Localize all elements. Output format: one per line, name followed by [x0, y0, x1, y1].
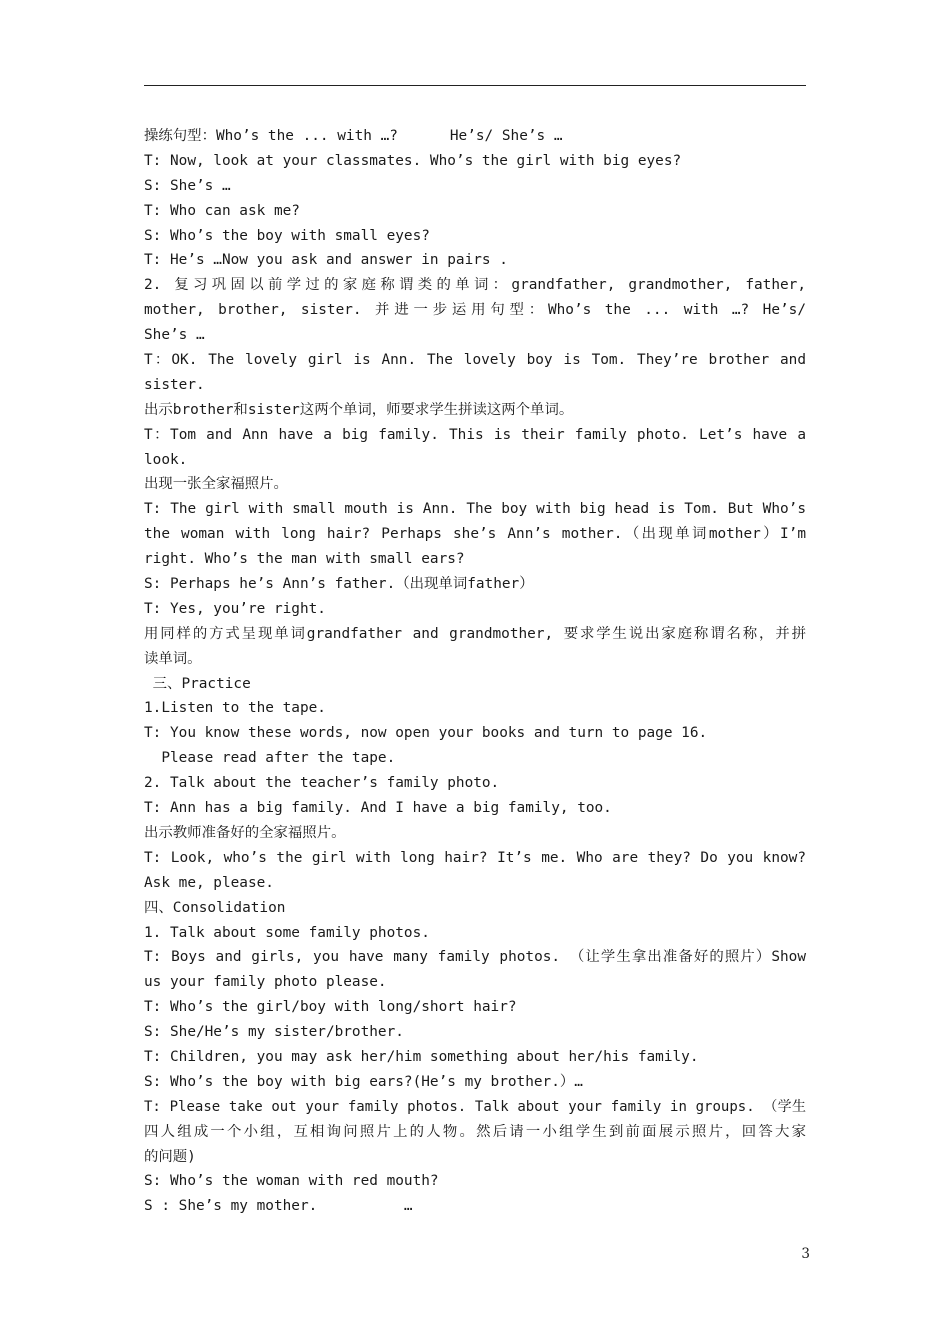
- text-line: 1. Talk about some family photos.: [144, 924, 430, 941]
- text-line: T: Boys and girls, you have many family photos. （让学生拿出准备好的照片）Show: [144, 949, 806, 966]
- text-line: T: Please take out your family photos. Talk about your family in groups. （学生: [144, 1098, 806, 1115]
- text-line: us your family photo please.: [144, 974, 387, 991]
- text-line: T: Now, look at your classmates. Who’s the girl with big eyes?: [144, 152, 682, 169]
- text-line: 出现一张全家福照片。: [144, 476, 288, 493]
- text-line: 出示教师准备好的全家福照片。: [144, 824, 346, 841]
- text-line: the woman with long hair? Perhaps she’s Ann’s mother.（出现单词mother）I’m: [144, 526, 806, 543]
- text-line: mother, brother, sister. 并进一步运用句型：Who’s the ... with …? He’s/: [144, 302, 806, 319]
- text-line: 的问题): [144, 1148, 196, 1165]
- text-line: T: You know these words, now open your books and turn to page 16.: [144, 725, 708, 742]
- text-line: 2. Talk about the teacher’s family photo.: [144, 775, 500, 792]
- text-line: S: Perhaps he’s Ann’s father.（出现单词father）: [144, 576, 534, 593]
- text-line: 1.Listen to the tape.: [144, 700, 326, 717]
- text-line: T：Tom and Ann have a big family. This is their family photo. Let’s have a: [144, 426, 806, 443]
- text-line: T: Who’s the girl/boy with long/short hair?: [144, 999, 517, 1016]
- text-line: Ask me, please.: [144, 874, 274, 891]
- document-body: [144, 124, 806, 1219]
- text-line: T：OK. The lovely girl is Ann. The lovely boy is Tom. They’re brother and: [144, 352, 806, 369]
- section-heading: 三、Practice: [144, 675, 251, 692]
- text-line: T: Ann has a big family. And I have a big family, too.: [144, 800, 612, 817]
- text-line: sister.: [144, 376, 205, 393]
- text-line: 操练句型：Who’s the ... with …? He’s/ She’s …: [144, 128, 563, 144]
- text-line: T: The girl with small mouth is Ann. The boy with big head is Tom. But Who’s: [144, 501, 806, 518]
- page-number: 3: [801, 1246, 810, 1262]
- text-line: T: Look, who’s the girl with long hair? It’s me. Who are they? Do you know?: [144, 849, 806, 866]
- text-line: T: Who can ask me?: [144, 202, 300, 219]
- text-line: look.: [144, 451, 188, 468]
- text-line: 2. 复习巩固以前学过的家庭称谓类的单词：grandfather, grandmother, father,: [144, 277, 806, 294]
- text-line: 用同样的方式呈现单词grandfather and grandmother, 要求学生说出家庭称谓名称，并拼: [144, 625, 806, 642]
- header-rule: [144, 85, 806, 86]
- text-line: Please read after the tape.: [144, 750, 396, 767]
- text-line: 出示brother和sister这两个单词，师要求学生拼读这两个单词。: [144, 401, 574, 418]
- section-heading: 四、Consolidation: [144, 899, 286, 916]
- text-line: T: He’s …Now you ask and answer in pairs .: [144, 252, 508, 269]
- text-line: 四人组成一个小组，互相询问照片上的人物。然后请一小组学生到前面展示照片，回答大家: [144, 1123, 806, 1140]
- text-line: right. Who’s the man with small ears?: [144, 551, 465, 568]
- text-line: T: Yes, you’re right.: [144, 600, 326, 617]
- text-line: 读单词。: [144, 650, 202, 667]
- text-line: S: She’s …: [144, 177, 231, 194]
- text-line: She’s …: [144, 327, 205, 344]
- text-line: S : She’s my mother. …: [144, 1198, 413, 1215]
- text-line: S: Who’s the boy with big ears?(He’s my brother.）…: [144, 1073, 583, 1090]
- text-line: S: Who’s the boy with small eyes?: [144, 227, 430, 244]
- text-line: S: Who’s the woman with red mouth?: [144, 1173, 439, 1190]
- text-line: S: She/He’s my sister/brother.: [144, 1024, 404, 1041]
- text-line: T: Children, you may ask her/him something about her/his family.: [144, 1048, 699, 1065]
